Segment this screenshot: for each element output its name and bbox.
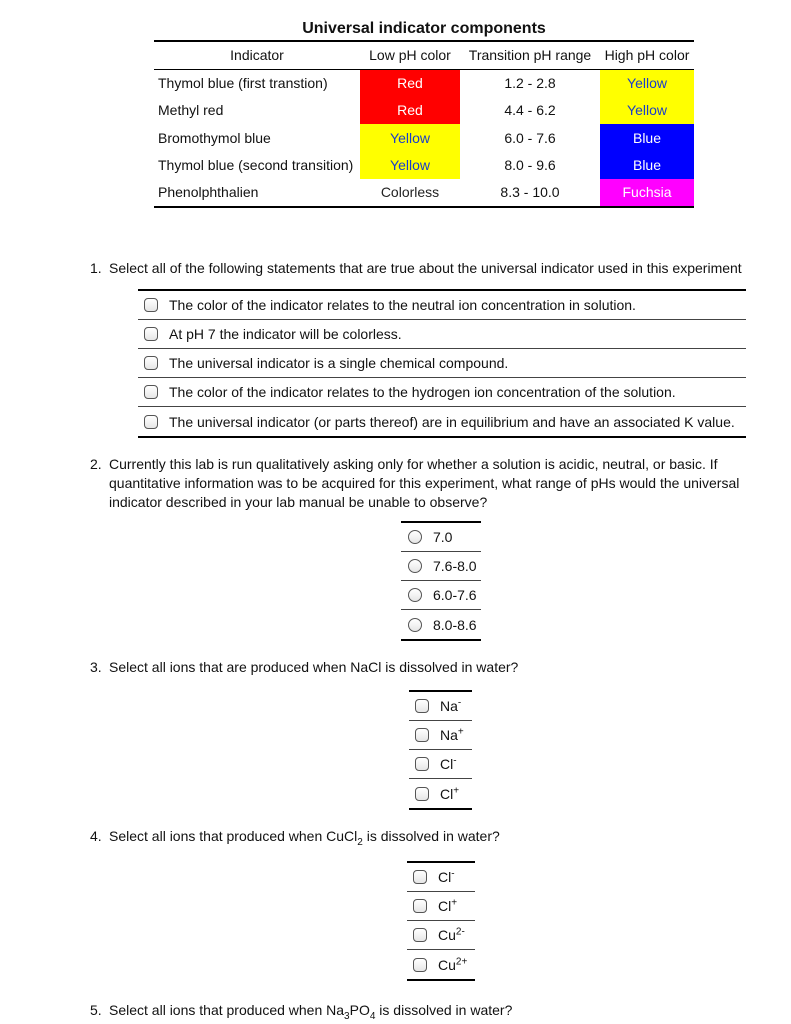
option-label: $Cu^{2-}$ [438,926,465,943]
option-label: The color of the indicator relates to the neutral ion concentration in solution. [169,297,636,313]
transition-range: 4.4 - 6.2 [504,102,556,119]
option-row[interactable] [138,320,746,349]
checkbox[interactable] [144,298,158,312]
question-text: Select all ions that are produced when NaCl is dissolved in water? [109,659,519,675]
option-label: The color of the indicator relates to the hydrogen ion concentration of the solution. [169,384,676,400]
option-row[interactable] [407,950,475,979]
low-ph-color: Red [360,69,460,97]
question-text: Select all ions that produced when $Na_3PO_4$ is dissolved in water? [109,1002,513,1022]
option-label: Cl+ [440,784,460,802]
checkbox[interactable] [144,415,158,429]
question-3 [90,658,760,677]
option-row[interactable] [407,863,475,892]
table-row [154,152,694,180]
question-number: 3. [90,659,102,675]
indicator-name: Phenolphthalien [158,184,259,201]
table-row [154,97,694,125]
checkbox[interactable] [413,899,427,913]
high-ph-color: Blue [600,124,694,152]
option-label: Cl+ [438,897,458,914]
option-label: The universal indicator is a single chemical compound. [169,355,509,371]
table-title: Universal indicator components [302,20,546,37]
radio-button[interactable] [408,530,422,544]
col-header-range: Transition pH range [460,41,600,69]
option-row[interactable] [409,692,472,721]
col-header-low-ph: Low pH color [360,41,460,69]
question-number: 4. [90,828,102,844]
low-ph-color: Colorless [380,184,440,201]
table-row [154,179,694,207]
question-4 [90,827,760,846]
checkbox[interactable] [415,757,429,771]
question-2 [90,455,760,512]
option-row[interactable] [138,291,746,320]
checkbox[interactable] [413,870,427,884]
checkbox[interactable] [413,928,427,942]
option-label: $Cu^{2+}$ [438,955,468,973]
option-row[interactable] [407,892,475,921]
transition-range: 8.3 - 10.0 [500,184,560,201]
checkbox[interactable] [413,958,427,972]
checkbox[interactable] [144,356,158,370]
table-row [154,69,694,97]
option-row[interactable] [138,349,746,378]
transition-range: 6.0 - 7.6 [504,129,556,146]
table-row [154,124,694,152]
option-label: 7.6-8.0 [433,558,477,574]
indicator-name: Thymol blue (first transtion) [158,75,328,91]
transition-range: 8.0 - 9.6 [504,157,556,174]
option-row[interactable] [138,378,746,407]
q1-option-list [138,289,746,438]
q4-option-list [407,861,475,981]
checkbox[interactable] [415,728,429,742]
option-row[interactable] [407,921,475,950]
option-label: Cl- [438,868,455,885]
question-text: Select all of the following statements that are true about the universal indicator used in this experiment [109,260,742,276]
question-text: Currently this lab is run qualitatively asking only for whether a solution is acidic, neutral, or basic. If quantitative information was to be acquired for this experiment, what range of pHs would the universal indicator described in your lab manual be unable to observe? [109,456,740,510]
question-text: Select all ions that produced when CuCl$_2$ is dissolved in water? [109,828,500,848]
col-header-indicator: Indicator [154,41,360,69]
question-number: 1. [90,260,102,276]
option-row[interactable] [401,581,481,610]
q2-option-list [401,521,481,641]
radio-button[interactable] [408,588,422,602]
low-ph-color: Yellow [360,124,460,152]
radio-button[interactable] [408,618,422,632]
table-header-row [154,41,694,69]
option-row[interactable] [138,407,746,436]
option-label: Na+ [440,726,464,743]
high-ph-color: Blue [600,152,694,180]
low-ph-color: Red [360,97,460,125]
question-1 [90,259,760,278]
high-ph-color: Yellow [600,69,694,97]
option-row[interactable] [409,721,472,750]
checkbox[interactable] [144,385,158,399]
checkbox[interactable] [415,787,429,801]
option-label: 6.0-7.6 [433,587,477,603]
indicator-name: Methyl red [158,102,224,119]
low-ph-color: Yellow [360,152,460,180]
question-number: 5. [90,1002,102,1018]
option-row[interactable] [409,779,472,808]
option-label: Cl- [440,755,457,772]
option-label: 8.0-8.6 [433,616,477,633]
option-label: 7.0 [433,529,453,545]
indicator-table [154,40,694,208]
question-5 [90,1001,760,1020]
indicator-name: Bromothymol blue [158,129,271,146]
option-row[interactable] [409,750,472,779]
option-row[interactable] [401,610,481,639]
option-label: The universal indicator (or parts thereof) are in equilibrium and have an associated K value. [169,413,735,430]
high-ph-color: Yellow [600,97,694,125]
indicator-name: Thymol blue (second transition) [158,157,354,174]
option-label: Na- [440,697,462,714]
option-label: At pH 7 the indicator will be colorless. [169,326,402,342]
checkbox[interactable] [144,327,158,341]
col-header-high-ph: High pH color [600,41,694,69]
radio-button[interactable] [408,559,422,573]
high-ph-color: Fuchsia [600,179,694,207]
transition-range: 1.2 - 2.8 [504,75,556,91]
option-row[interactable] [401,523,481,552]
q3-option-list [409,690,472,810]
question-number: 2. [90,456,102,472]
option-row[interactable] [401,552,481,581]
checkbox[interactable] [415,699,429,713]
